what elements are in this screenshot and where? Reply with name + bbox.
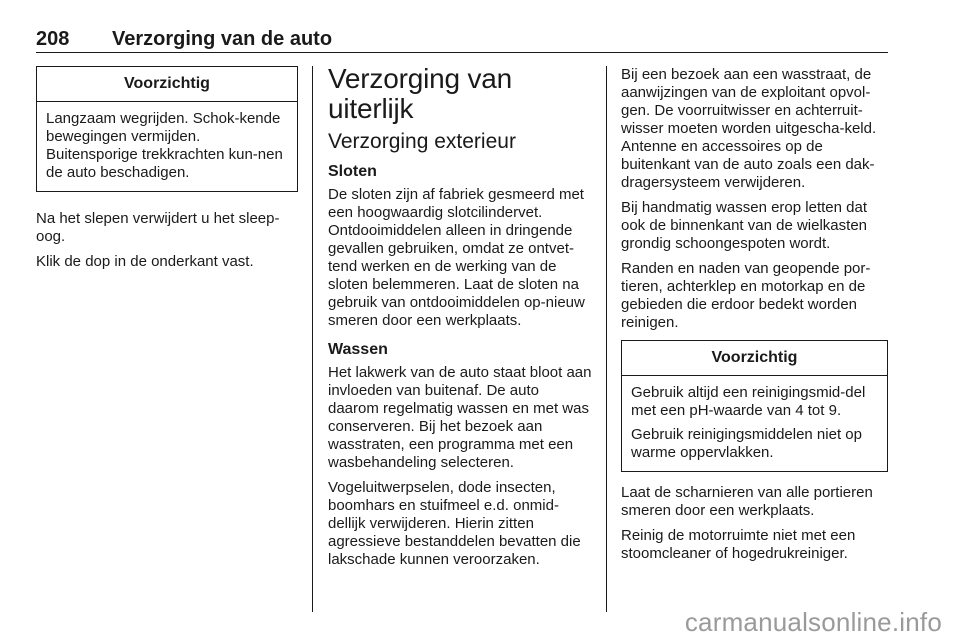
paragraph: Het lakwerk van de auto staat bloot aan invloeden van buitenaf. De auto daarom regelmatig wassen en met was conserveren. Bij het bezoek aan wasstraten, een programma met een wasbehandeling selecteren. [328, 364, 592, 471]
paragraph: Klik de dop in de onderkant vast. [36, 253, 254, 270]
warning-text: Gebruik altijd een reinigingsmid-del met een pH-waarde van 4 tot 9. [631, 384, 866, 419]
paragraph: Vogeluitwerpselen, dode insecten, boomhars en stuifmeel e.d. onmid-dellijk verwijderen. Hierin zitten agressieve bestanddelen bevatten die lakschade kunnen veroorzaken. [328, 479, 581, 568]
column-divider [606, 66, 607, 612]
paragraph: Na het slepen verwijdert u het sleep-oog. [36, 210, 280, 245]
column-1 [36, 66, 298, 278]
column-2 [328, 64, 592, 576]
paragraph: Randen en naden van geopende por-tieren, achterklep en motorkap en de gebieden die erdoor bedekt worden reinigen. [621, 260, 871, 331]
paragraph: Bij een bezoek aan een wasstraat, de aanwijzingen van de exploitant opvol-gen. De voorruitwisser en achterruit-wisser moeten worden uitgescha-keld. Antenne en accessoires op de buitenkant van de auto zoals een dak-dragersysteem verwijderen. [621, 66, 877, 191]
warning-box [36, 66, 298, 192]
paragraph: Reinig de motorruimte niet met een stoomcleaner of hogedrukreiniger. [621, 527, 856, 562]
column-3 [621, 66, 888, 570]
section-subtitle: Verzorging exterieur [328, 130, 516, 153]
paragraph: Laat de scharnieren van alle portieren smeren door een werkplaats. [621, 484, 873, 519]
warning-title: Voorzichtig [37, 67, 297, 102]
paragraph: De sloten zijn af fabriek gesmeerd met een hoogwaardig slotcilindervet. Ontdooimiddelen alleen in dringende gevallen gebruiken, omdat ze ontvet-tend werken en de werking van de sloten belemmeren. Laat de sloten na gebruik van ontdooimiddelen op-nieuw smeren door een werkplaats. [328, 186, 585, 329]
warning-title: Voorzichtig [622, 341, 887, 376]
watermark: carmanualsonline.info [684, 607, 942, 637]
column-divider [312, 66, 313, 612]
page-header [36, 28, 888, 53]
warning-text: Gebruik reinigingsmiddelen niet op warme oppervlakken. [631, 426, 862, 461]
page-number: 208 [36, 28, 70, 50]
section-title: Verzorging van uiterlijk [328, 63, 512, 124]
page-title: Verzorging van de auto [112, 28, 333, 50]
heading-locks: Sloten [328, 163, 377, 180]
warning-box [621, 340, 888, 472]
paragraph: Bij handmatig wassen erop letten dat ook de binnenkant van de wielkasten grondig schoongespoten wordt. [621, 199, 868, 252]
heading-wash: Wassen [328, 341, 388, 358]
warning-text: Langzaam wegrijden. Schok-kende bewegingen vermijden. Buitensporige trekkrachten kun-nen de auto beschadigen. [46, 110, 283, 181]
